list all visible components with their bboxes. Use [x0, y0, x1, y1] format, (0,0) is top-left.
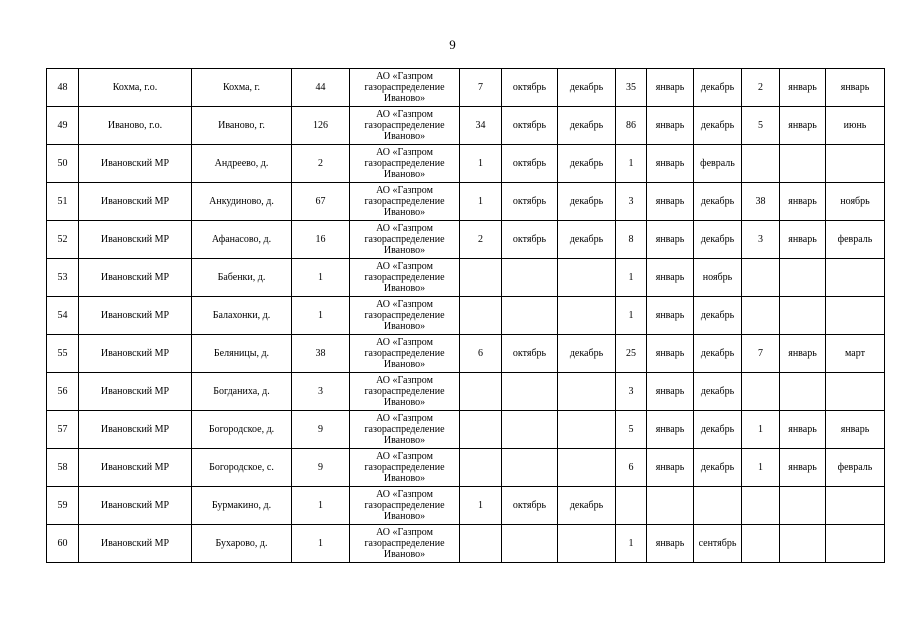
stage1-count-cell: 2 — [460, 221, 502, 259]
gasification-schedule-table — [46, 68, 885, 563]
stage2-count-cell: 35 — [616, 69, 647, 107]
district-cell: Ивановский МР — [79, 373, 192, 411]
district-cell: Ивановский МР — [79, 487, 192, 525]
stage1-start-month-cell — [502, 373, 558, 411]
row-number-cell: 56 — [47, 373, 79, 411]
stage1-end-month-cell — [558, 373, 616, 411]
row-number-cell: 49 — [47, 107, 79, 145]
row-number-cell: 48 — [47, 69, 79, 107]
district-cell: Ивановский МР — [79, 297, 192, 335]
stage1-count-cell — [460, 411, 502, 449]
row-number-cell: 59 — [47, 487, 79, 525]
total-count-cell: 1 — [292, 297, 350, 335]
stage1-count-cell — [460, 449, 502, 487]
stage2-count-cell: 25 — [616, 335, 647, 373]
stage2-start-month-cell: январь — [647, 373, 694, 411]
district-cell: Ивановский МР — [79, 145, 192, 183]
stage3-count-cell — [742, 373, 780, 411]
organization-cell: АО «Газпром газораспределение Иваново» — [350, 107, 460, 145]
stage2-start-month-cell: январь — [647, 411, 694, 449]
locality-cell: Иваново, г. — [192, 107, 292, 145]
stage3-start-month-cell: январь — [780, 411, 826, 449]
stage3-count-cell — [742, 259, 780, 297]
total-count-cell: 16 — [292, 221, 350, 259]
stage1-count-cell — [460, 297, 502, 335]
stage1-end-month-cell: декабрь — [558, 107, 616, 145]
stage1-count-cell — [460, 373, 502, 411]
organization-cell: АО «Газпром газораспределение Иваново» — [350, 183, 460, 221]
district-cell: Ивановский МР — [79, 411, 192, 449]
district-cell: Ивановский МР — [79, 221, 192, 259]
stage2-start-month-cell: январь — [647, 69, 694, 107]
organization-cell: АО «Газпром газораспределение Иваново» — [350, 221, 460, 259]
table-row — [47, 411, 885, 449]
stage3-start-month-cell: январь — [780, 221, 826, 259]
stage2-start-month-cell: январь — [647, 449, 694, 487]
table-row — [47, 449, 885, 487]
organization-cell: АО «Газпром газораспределение Иваново» — [350, 525, 460, 563]
total-count-cell: 9 — [292, 449, 350, 487]
organization-cell: АО «Газпром газораспределение Иваново» — [350, 145, 460, 183]
stage2-end-month-cell: декабрь — [694, 221, 742, 259]
stage2-end-month-cell: декабрь — [694, 411, 742, 449]
stage3-count-cell — [742, 145, 780, 183]
stage1-start-month-cell — [502, 297, 558, 335]
stage2-end-month-cell — [694, 487, 742, 525]
stage1-end-month-cell: декабрь — [558, 183, 616, 221]
stage3-end-month-cell — [826, 259, 885, 297]
stage1-start-month-cell — [502, 525, 558, 563]
stage1-end-month-cell — [558, 259, 616, 297]
stage3-count-cell — [742, 525, 780, 563]
stage1-start-month-cell: октябрь — [502, 487, 558, 525]
district-cell: Ивановский МР — [79, 259, 192, 297]
stage2-end-month-cell: ноябрь — [694, 259, 742, 297]
organization-cell: АО «Газпром газораспределение Иваново» — [350, 69, 460, 107]
stage2-start-month-cell: январь — [647, 183, 694, 221]
stage2-end-month-cell: сентябрь — [694, 525, 742, 563]
stage3-end-month-cell: январь — [826, 411, 885, 449]
stage3-count-cell: 7 — [742, 335, 780, 373]
stage3-end-month-cell: февраль — [826, 221, 885, 259]
row-number-cell: 51 — [47, 183, 79, 221]
stage3-end-month-cell: июнь — [826, 107, 885, 145]
stage3-count-cell: 1 — [742, 449, 780, 487]
stage2-start-month-cell: январь — [647, 297, 694, 335]
table-row — [47, 183, 885, 221]
row-number-cell: 53 — [47, 259, 79, 297]
locality-cell: Богданиха, д. — [192, 373, 292, 411]
stage3-start-month-cell: январь — [780, 183, 826, 221]
locality-cell: Беляницы, д. — [192, 335, 292, 373]
stage1-count-cell — [460, 525, 502, 563]
organization-cell: АО «Газпром газораспределение Иваново» — [350, 373, 460, 411]
locality-cell: Афанасово, д. — [192, 221, 292, 259]
stage2-count-cell: 86 — [616, 107, 647, 145]
stage2-start-month-cell: январь — [647, 525, 694, 563]
stage1-start-month-cell: октябрь — [502, 107, 558, 145]
stage2-start-month-cell: январь — [647, 335, 694, 373]
table-row — [47, 335, 885, 373]
stage3-start-month-cell: январь — [780, 69, 826, 107]
stage3-end-month-cell — [826, 487, 885, 525]
stage2-end-month-cell: декабрь — [694, 335, 742, 373]
table-row — [47, 259, 885, 297]
stage1-start-month-cell — [502, 411, 558, 449]
total-count-cell: 44 — [292, 69, 350, 107]
stage1-end-month-cell: декабрь — [558, 221, 616, 259]
locality-cell: Богородское, с. — [192, 449, 292, 487]
stage3-start-month-cell: январь — [780, 107, 826, 145]
stage2-count-cell: 1 — [616, 145, 647, 183]
table-row — [47, 221, 885, 259]
organization-cell: АО «Газпром газораспределение Иваново» — [350, 487, 460, 525]
row-number-cell: 60 — [47, 525, 79, 563]
table-row — [47, 373, 885, 411]
stage2-count-cell: 6 — [616, 449, 647, 487]
stage1-start-month-cell — [502, 449, 558, 487]
total-count-cell: 38 — [292, 335, 350, 373]
stage1-end-month-cell — [558, 297, 616, 335]
district-cell: Ивановский МР — [79, 525, 192, 563]
table-row — [47, 145, 885, 183]
stage1-start-month-cell: октябрь — [502, 183, 558, 221]
stage1-end-month-cell: декабрь — [558, 145, 616, 183]
row-number-cell: 55 — [47, 335, 79, 373]
total-count-cell: 9 — [292, 411, 350, 449]
stage1-end-month-cell: декабрь — [558, 335, 616, 373]
organization-cell: АО «Газпром газораспределение Иваново» — [350, 411, 460, 449]
stage3-start-month-cell — [780, 525, 826, 563]
row-number-cell: 58 — [47, 449, 79, 487]
table-row — [47, 69, 885, 107]
organization-cell: АО «Газпром газораспределение Иваново» — [350, 259, 460, 297]
stage3-count-cell: 3 — [742, 221, 780, 259]
stage2-end-month-cell: декабрь — [694, 449, 742, 487]
stage3-start-month-cell: январь — [780, 449, 826, 487]
stage3-end-month-cell: ноябрь — [826, 183, 885, 221]
stage1-count-cell: 7 — [460, 69, 502, 107]
stage3-end-month-cell — [826, 145, 885, 183]
stage1-end-month-cell — [558, 525, 616, 563]
locality-cell: Бухарово, д. — [192, 525, 292, 563]
stage3-count-cell: 1 — [742, 411, 780, 449]
stage3-end-month-cell — [826, 297, 885, 335]
stage3-count-cell: 38 — [742, 183, 780, 221]
locality-cell: Анкудиново, д. — [192, 183, 292, 221]
stage2-count-cell: 1 — [616, 525, 647, 563]
row-number-cell: 50 — [47, 145, 79, 183]
stage1-start-month-cell — [502, 259, 558, 297]
stage2-end-month-cell: декабрь — [694, 183, 742, 221]
total-count-cell: 3 — [292, 373, 350, 411]
table-row — [47, 487, 885, 525]
organization-cell: АО «Газпром газораспределение Иваново» — [350, 335, 460, 373]
total-count-cell: 1 — [292, 525, 350, 563]
stage3-count-cell: 2 — [742, 69, 780, 107]
stage3-count-cell — [742, 297, 780, 335]
district-cell: Кохма, г.о. — [79, 69, 192, 107]
locality-cell: Балахонки, д. — [192, 297, 292, 335]
stage3-end-month-cell: март — [826, 335, 885, 373]
stage1-count-cell: 34 — [460, 107, 502, 145]
table-row — [47, 525, 885, 563]
stage2-count-cell: 3 — [616, 183, 647, 221]
locality-cell: Андреево, д. — [192, 145, 292, 183]
stage2-count-cell: 3 — [616, 373, 647, 411]
page-number: 9 — [449, 37, 456, 52]
organization-cell: АО «Газпром газораспределение Иваново» — [350, 297, 460, 335]
stage2-end-month-cell: декабрь — [694, 297, 742, 335]
total-count-cell: 1 — [292, 487, 350, 525]
stage2-end-month-cell: февраль — [694, 145, 742, 183]
stage3-end-month-cell — [826, 525, 885, 563]
stage1-start-month-cell: октябрь — [502, 145, 558, 183]
stage2-count-cell: 5 — [616, 411, 647, 449]
stage3-start-month-cell — [780, 145, 826, 183]
total-count-cell: 1 — [292, 259, 350, 297]
stage2-end-month-cell: декабрь — [694, 107, 742, 145]
table-row — [47, 107, 885, 145]
total-count-cell: 126 — [292, 107, 350, 145]
stage2-start-month-cell: январь — [647, 221, 694, 259]
row-number-cell: 52 — [47, 221, 79, 259]
stage1-start-month-cell: октябрь — [502, 335, 558, 373]
stage1-end-month-cell — [558, 411, 616, 449]
stage3-start-month-cell: январь — [780, 335, 826, 373]
stage1-count-cell: 6 — [460, 335, 502, 373]
stage3-start-month-cell — [780, 487, 826, 525]
table-row — [47, 297, 885, 335]
district-cell: Ивановский МР — [79, 183, 192, 221]
stage1-count-cell: 1 — [460, 487, 502, 525]
stage3-end-month-cell: январь — [826, 69, 885, 107]
stage1-end-month-cell — [558, 449, 616, 487]
stage2-start-month-cell: январь — [647, 107, 694, 145]
stage2-start-month-cell: январь — [647, 145, 694, 183]
locality-cell: Кохма, г. — [192, 69, 292, 107]
stage2-count-cell — [616, 487, 647, 525]
district-cell: Ивановский МР — [79, 335, 192, 373]
locality-cell: Богородское, д. — [192, 411, 292, 449]
stage1-start-month-cell: октябрь — [502, 69, 558, 107]
locality-cell: Бурмакино, д. — [192, 487, 292, 525]
stage1-count-cell — [460, 259, 502, 297]
stage2-end-month-cell: декабрь — [694, 373, 742, 411]
row-number-cell: 54 — [47, 297, 79, 335]
stage1-count-cell: 1 — [460, 145, 502, 183]
stage3-count-cell — [742, 487, 780, 525]
stage2-count-cell: 1 — [616, 297, 647, 335]
organization-cell: АО «Газпром газораспределение Иваново» — [350, 449, 460, 487]
stage3-start-month-cell — [780, 259, 826, 297]
stage2-count-cell: 8 — [616, 221, 647, 259]
total-count-cell: 2 — [292, 145, 350, 183]
stage2-end-month-cell: декабрь — [694, 69, 742, 107]
district-cell: Ивановский МР — [79, 449, 192, 487]
stage1-count-cell: 1 — [460, 183, 502, 221]
stage1-end-month-cell: декабрь — [558, 69, 616, 107]
stage3-count-cell: 5 — [742, 107, 780, 145]
stage3-start-month-cell — [780, 297, 826, 335]
stage3-end-month-cell: февраль — [826, 449, 885, 487]
stage2-start-month-cell — [647, 487, 694, 525]
total-count-cell: 67 — [292, 183, 350, 221]
row-number-cell: 57 — [47, 411, 79, 449]
locality-cell: Бабенки, д. — [192, 259, 292, 297]
stage3-start-month-cell — [780, 373, 826, 411]
stage2-start-month-cell: январь — [647, 259, 694, 297]
district-cell: Иваново, г.о. — [79, 107, 192, 145]
stage3-end-month-cell — [826, 373, 885, 411]
stage2-count-cell: 1 — [616, 259, 647, 297]
stage1-start-month-cell: октябрь — [502, 221, 558, 259]
stage1-end-month-cell: декабрь — [558, 487, 616, 525]
